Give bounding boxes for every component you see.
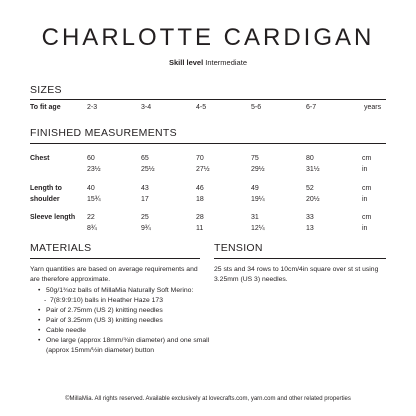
skill-level-label: Skill level — [169, 58, 204, 67]
measurement-cm: 70 — [196, 155, 204, 162]
measurement-unit-in: in — [362, 196, 368, 203]
measurement-cm: 28 — [196, 214, 204, 221]
measurement-unit-in: in — [362, 225, 368, 232]
materials-intro: Yarn quantities are based on average requirements and are therefore approximate. — [30, 266, 198, 283]
skill-level-value: Intermediate — [205, 58, 247, 67]
measurements-heading: FINISHED MEASUREMENTS — [30, 127, 177, 139]
size-value: 4-5 — [196, 104, 207, 111]
measurement-cm: 43 — [141, 185, 149, 192]
measurement-cm: 65 — [141, 155, 149, 162]
measurement-label-chest: Chest — [30, 155, 50, 162]
materials-list — [36, 286, 216, 356]
measurement-unit-cm: cm — [362, 185, 372, 192]
measurement-in: 23½ — [87, 166, 101, 173]
measurement-cm: 25 — [141, 214, 149, 221]
measurement-in: 27½ — [196, 166, 210, 173]
measurement-label-sleeve: Sleeve length — [30, 214, 76, 221]
tension-rule — [214, 258, 386, 259]
measurement-cm: 31 — [251, 214, 259, 221]
measurement-cm: 46 — [196, 185, 204, 192]
measurement-unit-cm: cm — [362, 155, 372, 162]
materials-item: • Pair of 3.25mm (US 3) knitting needles — [46, 316, 216, 326]
measurement-cm: 49 — [251, 185, 259, 192]
measurement-in: 19¼ — [251, 196, 265, 203]
sizes-heading: SIZES — [30, 84, 62, 96]
measurement-cm: 52 — [306, 185, 314, 192]
measurement-label-length-line2: shoulder — [30, 196, 60, 203]
measurement-cm: 22 — [87, 214, 95, 221]
size-value: 5-6 — [251, 104, 262, 111]
skill-level — [0, 58, 416, 67]
sizes-rule — [30, 99, 386, 100]
materials-heading: MATERIALS — [30, 242, 92, 254]
size-value: 6-7 — [306, 104, 317, 111]
materials-subitem: - 7(8:9:9:10) balls in Heather Haze 173 — [46, 296, 216, 306]
size-value: 2-3 — [87, 104, 98, 111]
measurement-in: 20½ — [306, 196, 320, 203]
tension-text: 25 sts and 34 rows to 10cm/4in square over st st using 3.25mm (US 3) needles. — [214, 266, 379, 283]
measurement-in: 15¾ — [87, 196, 101, 203]
measurement-cm: 80 — [306, 155, 314, 162]
measurement-cm: 33 — [306, 214, 314, 221]
measurement-in: 31½ — [306, 166, 320, 173]
measurement-in: 18 — [196, 196, 204, 203]
materials-item: • 50g/1¾oz balls of MillaMia Naturally Soft Merino: — [46, 286, 216, 296]
measurement-in: 29½ — [251, 166, 265, 173]
tension-heading: TENSION — [214, 242, 263, 254]
measurement-label-length-line1: Length to — [30, 185, 62, 192]
measurement-cm: 60 — [87, 155, 95, 162]
size-value: 3-4 — [141, 104, 152, 111]
measurement-unit-cm: cm — [362, 214, 372, 221]
measurement-in: 9¾ — [141, 225, 151, 232]
materials-rule — [30, 258, 200, 259]
measurement-in: 13 — [306, 225, 314, 232]
materials-item: • One large (approx 18mm/¾in diameter) and one small (approx 15mm/½in diameter) button — [46, 336, 216, 356]
materials-item: • Cable needle — [46, 326, 216, 336]
pattern-title: CHARLOTTE CARDIGAN — [41, 24, 375, 51]
measurement-in: 25½ — [141, 166, 155, 173]
measurement-cm: 75 — [251, 155, 259, 162]
measurement-cm: 40 — [87, 185, 95, 192]
materials-item: • Pair of 2.75mm (US 2) knitting needles — [46, 306, 216, 316]
measurement-in: 11 — [196, 225, 204, 232]
measurement-in: 8¾ — [87, 225, 97, 232]
measurement-in: 12¼ — [251, 225, 265, 232]
measurements-rule — [30, 143, 386, 144]
sizes-row-label: To fit age — [30, 104, 61, 111]
copyright-footer: ©MillaMia. All rights reserved. Available exclusively at lovecrafts.com, yarn.com and other related properties — [65, 396, 351, 402]
measurement-unit-in: in — [362, 166, 368, 173]
measurement-in: 17 — [141, 196, 149, 203]
size-unit: years — [364, 104, 382, 111]
